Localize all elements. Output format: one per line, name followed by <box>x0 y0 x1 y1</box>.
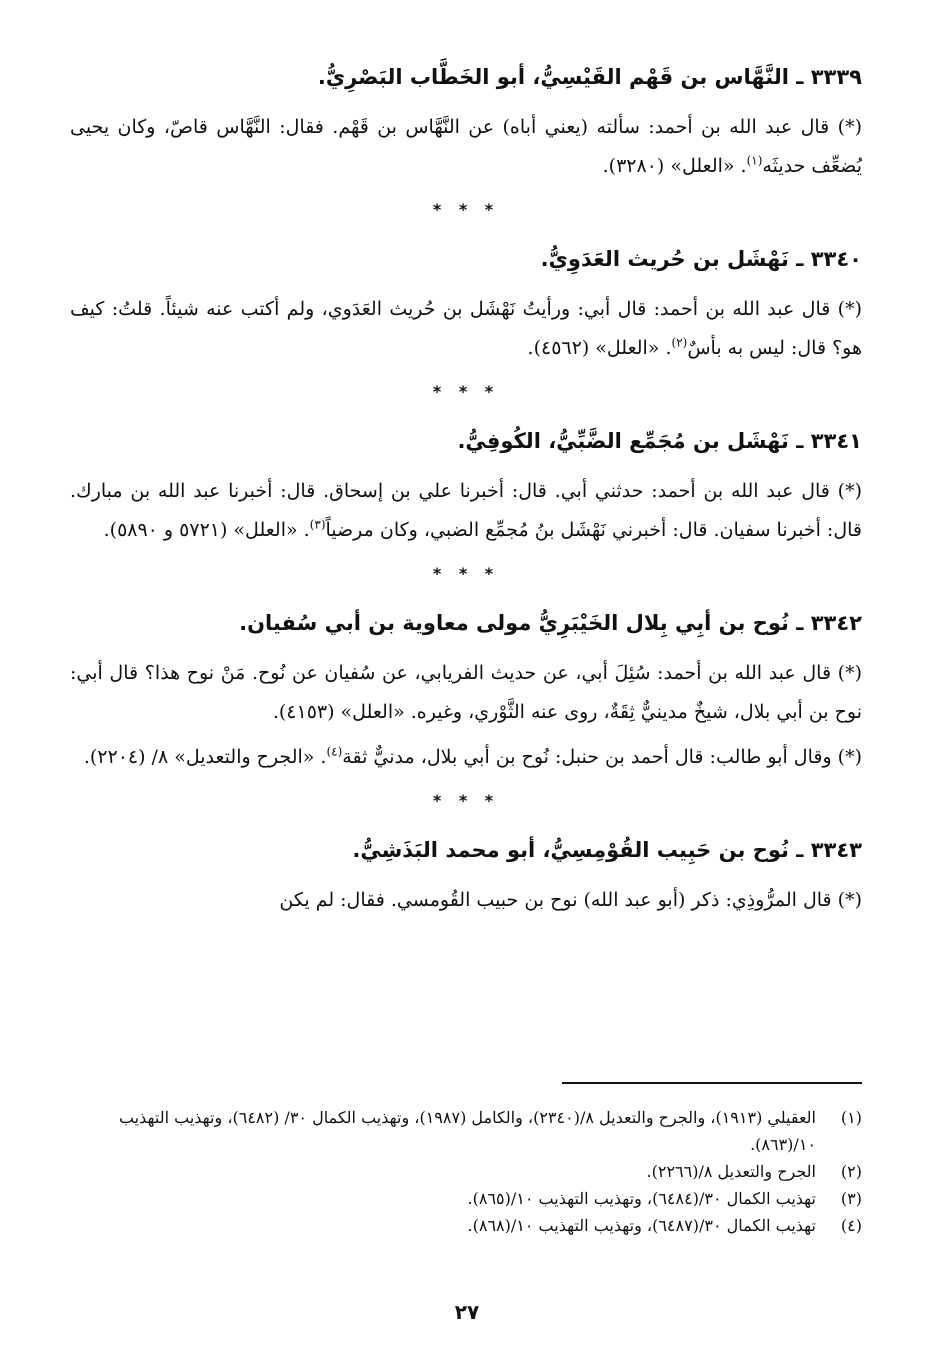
paragraph-tail: . «العلل» (٤٥٦٢). <box>527 337 672 359</box>
footnote-ref[interactable]: (١) <box>746 153 763 168</box>
paragraph-text: (*) قال المرُّوذِي: ذكر (أبو عبد الله) نوح بن حبيب القُومسي. فقال: لم يكن <box>279 889 862 911</box>
entry-paragraph <box>70 881 862 920</box>
paragraph-text: (*) قال عبد الله بن أحمد: سألته (يعني أباه) عن النَّهَّاس بن قَهْم. فقال: النَّهَّاس قاصّ، وكان يحيى يُضعِّف حديثَه <box>70 116 862 177</box>
section-separator: * * * <box>432 564 500 583</box>
footnote-text: العقيلي (١٩١٣)، والجرح والتعديل ٨/(٢٣٤٠)، والكامل (١٩٨٧)، وتهذيب الكمال ٣٠/ (٦٤٨٢)، وتهذيب التهذيب ١٠/(٨٦٣). <box>118 1108 816 1154</box>
footnote-ref[interactable]: (٤) <box>326 744 343 759</box>
paragraph-tail: . «الجرح والتعديل» ٨/ (٢٢٠٤). <box>83 746 327 768</box>
footnote-number: (١) <box>840 1108 862 1127</box>
footnote-ref[interactable]: (٢) <box>671 335 688 350</box>
footnote-text: الجرح والتعديل ٨/(٢٢٦٦). <box>646 1162 816 1181</box>
section-separator: * * * <box>432 200 500 219</box>
entry-3339 <box>70 60 862 186</box>
page-number: ٢٧ <box>454 1300 480 1324</box>
section-separator: * * * <box>432 791 500 810</box>
footnote-item <box>70 1158 862 1185</box>
entry-paragraph <box>70 738 862 777</box>
entry-title: ٣٣٤٢ ـ نُوح بن أبِي بِلال الخَيْبَرِيُّ مولى معاوية بن أبي سُفيان. <box>239 611 862 635</box>
footnotes <box>70 1104 862 1239</box>
entry-title: ٣٣٤٣ ـ نُوح بن حَبِيب القُوْمِسِيُّ، أبو محمد البَذَشِيُّ. <box>352 838 862 862</box>
paragraph-text: (*) قال عبد الله بن أحمد: سُئِلَ أبي، عن حديث الفريابي، عن سُفيان عن نُوح. مَنْ نوح هذا؟ قال أبي: نوح بن أبي بلال، شيخٌ مدينيٌّ ثِقَةٌ، روى عنه الثَّوْري، وغيره. «العلل» (٤١٥٣). <box>70 662 862 723</box>
footnote-number: (٣) <box>840 1189 862 1208</box>
footnote-item <box>70 1104 862 1158</box>
paragraph-text: (*) قال عبد الله بن أحمد: حدثني أبي. قال: أخبرنا علي بن إسحاق. قال: أخبرنا عبد الله بن مبارك. قال: أخبرنا سفيان. قال: أخبرني نَهْشَل بنُ مُجمِّع الضبي، وكان مرضياً <box>70 480 862 541</box>
footnote-item <box>70 1185 862 1212</box>
entry-title: ٣٣٤١ ـ نَهْشَل بن مُجَمِّع الضَّبِّيُّ، الكُوفِيُّ. <box>457 429 862 453</box>
entry-title: ٣٣٣٩ ـ النَّهَّاس بن قَهْم القَيْسِيُّ، أبو الخَطَّاب البَصْرِيُّ. <box>317 65 862 89</box>
paragraph-tail: . «العلل» (٥٧٢١ و ٥٨٩٠). <box>103 519 310 541</box>
entry-paragraph <box>70 654 862 732</box>
section-separator: * * * <box>432 382 500 401</box>
footnote-ref[interactable]: (٣) <box>309 517 326 532</box>
footnote-text: تهذيب الكمال ٣٠/(٦٤٨٤)، وتهذيب التهذيب ١٠/(٨٦٥). <box>467 1189 816 1208</box>
entry-3340 <box>70 242 862 368</box>
footnote-number: (٤) <box>840 1216 862 1235</box>
paragraph-text: (*) وقال أبو طالب: قال أحمد بن حنبل: نُوح بن أبي بلال، مدنيٌّ ثقة <box>342 746 862 768</box>
entry-3342 <box>70 606 862 777</box>
entry-3341 <box>70 424 862 550</box>
entry-paragraph <box>70 290 862 368</box>
paragraph-tail: . «العلل» (٣٢٨٠). <box>602 155 747 177</box>
footnote-divider <box>562 1082 862 1084</box>
paragraph-text: (*) قال عبد الله بن أحمد: قال أبي: ورأيتُ نَهْشَل بن حُريث العَدَوي، ولم أكتب عنه شيئاً. قلتُ: كيف هو؟ قال: ليس به بأسٌ <box>70 298 862 359</box>
entry-paragraph <box>70 472 862 550</box>
footnote-text: تهذيب الكمال ٣٠/(٦٤٨٧)، وتهذيب التهذيب ١٠/(٨٦٨). <box>467 1216 816 1235</box>
entry-title: ٣٣٤٠ ـ نَهْشَل بن حُريث العَدَوِيُّ. <box>540 247 862 271</box>
footnote-number: (٢) <box>840 1162 862 1181</box>
entry-3343 <box>70 833 862 920</box>
entry-paragraph <box>70 108 862 186</box>
footnote-item <box>70 1212 862 1239</box>
